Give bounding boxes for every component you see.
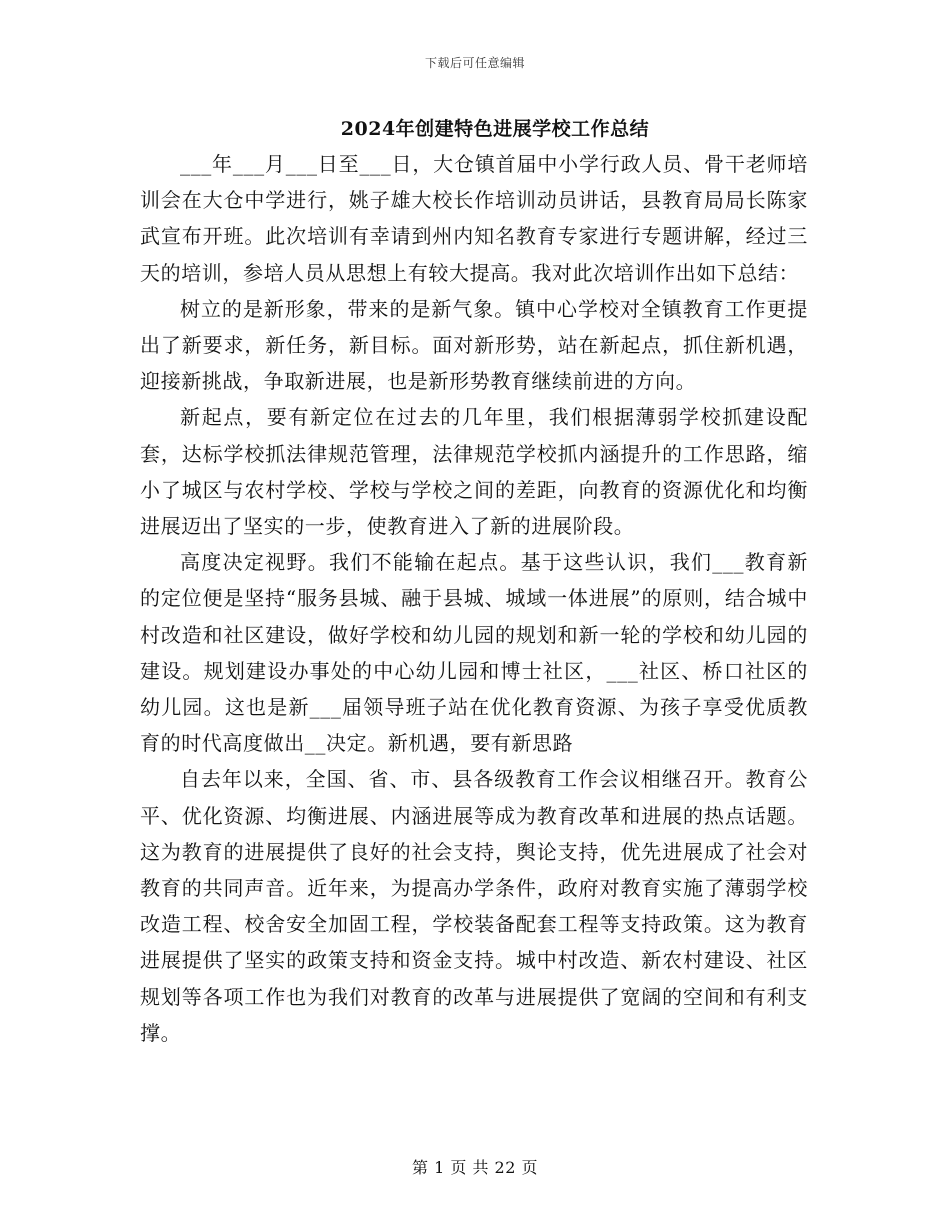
paragraph: ___年___月___日至___日，大仓镇首届中小学行政人员、骨干老师培训会在大仓中学进行，姚子雄大校长作培训动员讲话，县教育局局长陈家武宣布开班。此次培训有幸请到州内知名教育专家进行专题讲解，经过三天的培训，参培人员从思想上有较大提高。我对此次培训作出如下总结： — [140, 152, 808, 285]
document-body — [140, 146, 808, 1051]
paragraph: 树立的是新形象，带来的是新气象。镇中心学校对全镇教育工作更提出了新要求，新任务，新目标。面对新形势，站在新起点，抓住新机遇，迎接新挑战，争取新进展，也是新形势教育继续前进的方向。 — [140, 296, 808, 394]
document-title: 2024年创建特色进展学校工作总结 — [340, 118, 650, 140]
header-note: 下载后可任意编辑 — [424, 56, 525, 70]
paragraph: 自去年以来，全国、省、市、县各级教育工作会议相继召开。教育公平、优化资源、均衡进展、内涵进展等成为教育改革和进展的热点话题。这为教育的进展提供了良好的社会支持，舆论支持，优先进展成了社会对教育的共同声音。近年来，为提高办学条件，政府对教育实施了薄弱学校改造工程、校舍安全加固工程，学校装备配套工程等支持政策。这为教育进展提供了坚实的政策支持和资金支持。城中村改造、新农村建设、社区规划等各项工作也为我们对教育的改革与进展提供了宽阔的空间和有利支撑。 — [140, 767, 808, 1045]
paragraph: 新起点，要有新定位在过去的几年里，我们根据薄弱学校抓建设配套，达标学校抓法律规范管理，法律规范学校抓内涵提升的工作思路，缩小了城区与农村学校、学校与学校之间的差距，向教育的资源优化和均衡进展迈出了坚实的一步，使教育进入了新的进展阶段。 — [140, 405, 808, 539]
page-number-footer: 第 1 页 共 22 页 — [412, 1158, 538, 1177]
paragraph: 高度决定视野。我们不能输在起点。基于这些认识，我们___教育新的定位便是坚持“服务县城、融于县城、城域一体进展”的原则，结合城中村改造和社区建设，做好学校和幼儿园的规划和新一轮的学校和幼儿园的建设。规划建设办事处的中心幼儿园和博士社区，___社区、桥口社区的幼儿园。这也是新___届领导班子站在优化教育资源、为孩子享受优质教育的时代高度做出__决定。新机遇，要有新思路 — [140, 550, 808, 756]
